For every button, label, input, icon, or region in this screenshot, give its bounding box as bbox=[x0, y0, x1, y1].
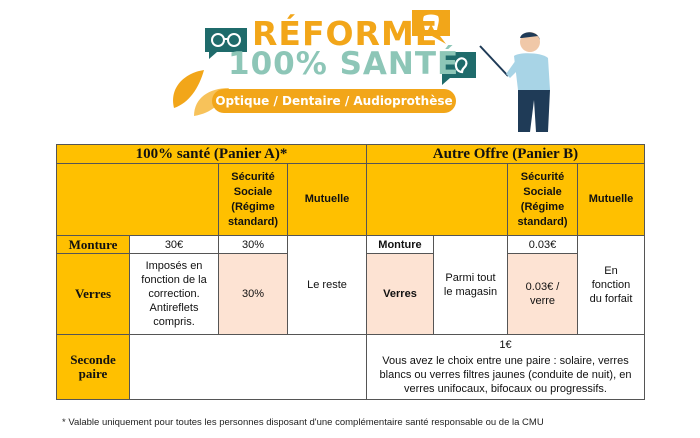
seconde-paire-panier-a-empty bbox=[129, 334, 367, 400]
panier-a-monture-price: 30€ bbox=[129, 235, 219, 254]
panier-a-verres-desc: Imposés en fonction de la correction. Antireflets compris. bbox=[129, 253, 219, 335]
header-banner bbox=[0, 0, 700, 132]
panier-b-monture-secu: 0.03€ bbox=[507, 235, 578, 254]
panier-b-mutuelle-value: En fonction du forfait bbox=[577, 235, 645, 335]
panier-a-verres-label: Verres bbox=[56, 253, 130, 335]
panier-b-verres-desc: Parmi tout le magasin bbox=[433, 235, 508, 335]
panier-a-verres-secu: 30% bbox=[218, 253, 288, 335]
panier-b-col-secu: Sécurité Sociale (Régime standard) bbox=[507, 163, 578, 236]
panier-b-col-mutuelle: Mutuelle bbox=[577, 163, 645, 236]
panier-a-header: 100% santé (Panier A)* bbox=[56, 144, 367, 164]
panier-a-monture-secu: 30% bbox=[218, 235, 288, 254]
panier-a-subheader-empty bbox=[56, 163, 219, 236]
panier-b-monture-label: Monture bbox=[366, 235, 434, 254]
seconde-paire-price: 1€ bbox=[499, 339, 512, 351]
panier-a-monture-label: Monture bbox=[56, 235, 130, 254]
footnote: * Valable uniquement pour toutes les personnes disposant d'une complémentaire santé responsable ou de la CMU bbox=[62, 417, 544, 428]
panier-a-mutuelle-value: Le reste bbox=[287, 235, 367, 335]
panier-a-col-mutuelle: Mutuelle bbox=[287, 163, 367, 236]
panier-b-header: Autre Offre (Panier B) bbox=[366, 144, 645, 164]
presenter-illustration bbox=[478, 28, 558, 132]
seconde-paire-label: Seconde paire bbox=[56, 334, 130, 400]
seconde-paire-desc: Vous avez le choix entre une paire : solaire, verres blancs ou verres filtres jaunes (conduite de nuit), en verres unifocaux, bifocaux ou progressifs. bbox=[379, 355, 632, 395]
banner-title-100-sante: 100% SANTÉ bbox=[228, 46, 460, 82]
panier-a-col-secu: Sécurité Sociale (Régime standard) bbox=[218, 163, 288, 236]
panier-b-verres-secu: 0.03€ / verre bbox=[507, 253, 578, 335]
seconde-paire-panier-b bbox=[366, 334, 645, 400]
banner-title-reforme: RÉFORME bbox=[252, 14, 439, 53]
comparison-table bbox=[56, 144, 645, 400]
banner-subtitle: Optique / Dentaire / Audioprothèse bbox=[212, 89, 456, 113]
panier-b-subheader-empty bbox=[366, 163, 508, 236]
panier-b-verres-label: Verres bbox=[366, 253, 434, 335]
